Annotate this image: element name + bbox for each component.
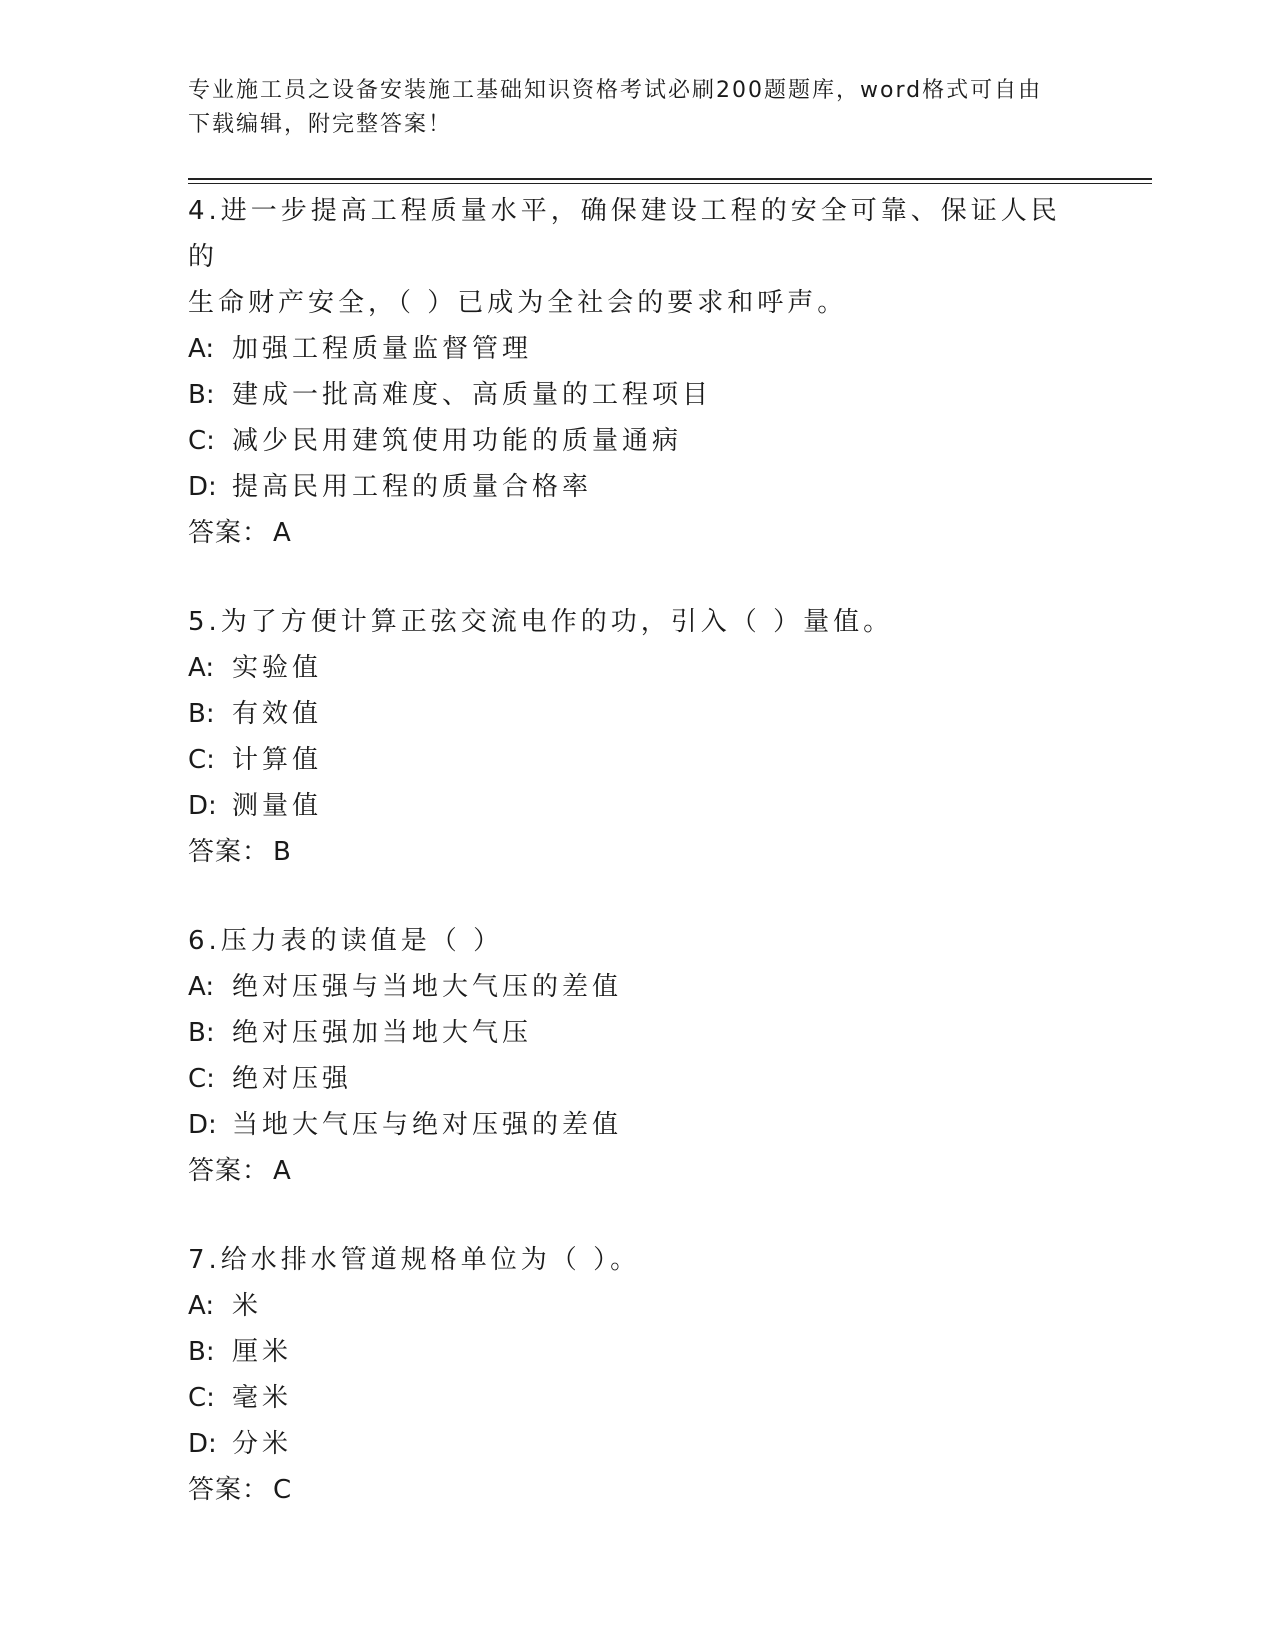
question-7 xyxy=(188,1237,1088,1513)
option-letter: A: xyxy=(188,334,215,364)
question-stem-line: 6.压力表的读值是（ ） xyxy=(188,926,504,956)
option-text: 建成一批高难度、高质量的工程项目 xyxy=(232,380,713,410)
question-stem-line: 5.为了方便计算正弦交流电作的功，引入（ ）量值。 xyxy=(188,607,894,637)
option-text: 绝对压强 xyxy=(232,1064,353,1094)
option-a xyxy=(188,326,1088,372)
option-b xyxy=(188,691,1088,737)
question-4 xyxy=(188,188,1088,556)
option-a xyxy=(188,1283,1088,1329)
option-c xyxy=(188,737,1088,783)
option-letter: C: xyxy=(188,426,215,456)
option-text: 实验值 xyxy=(232,653,323,683)
answer-label: 答案： xyxy=(188,1475,270,1505)
question-stem-line: 4.进一步提高工程质量水平，确保建设工程的安全可靠、保证人民的 xyxy=(188,196,1061,272)
option-text: 分米 xyxy=(232,1429,293,1459)
option-c xyxy=(188,1056,1088,1102)
option-text: 有效值 xyxy=(232,699,323,729)
option-text: 加强工程质量监督管理 xyxy=(232,334,533,364)
option-d xyxy=(188,783,1088,829)
option-text: 毫米 xyxy=(232,1383,293,1413)
answer-label: 答案： xyxy=(188,837,270,867)
question-6 xyxy=(188,918,1088,1194)
answer-value: C xyxy=(273,1475,293,1505)
option-letter: A: xyxy=(188,1291,215,1321)
option-b xyxy=(188,1329,1088,1375)
option-letter: B: xyxy=(188,1337,215,1367)
answer-value: A xyxy=(273,1156,292,1186)
option-letter: D: xyxy=(188,1429,217,1459)
option-text: 计算值 xyxy=(232,745,323,775)
option-text: 绝对压强与当地大气压的差值 xyxy=(232,972,623,1002)
option-letter: D: xyxy=(188,472,217,502)
option-a xyxy=(188,645,1088,691)
answer-label: 答案： xyxy=(188,1156,270,1186)
option-text: 绝对压强加当地大气压 xyxy=(232,1018,533,1048)
option-text: 厘米 xyxy=(232,1337,293,1367)
option-letter: B: xyxy=(188,699,215,729)
answer-line xyxy=(188,829,1088,875)
header-divider-thin xyxy=(188,183,1152,184)
option-a xyxy=(188,964,1088,1010)
option-letter: A: xyxy=(188,653,215,683)
option-letter: D: xyxy=(188,1110,217,1140)
option-letter: D: xyxy=(188,791,217,821)
option-letter: A: xyxy=(188,972,215,1002)
answer-line xyxy=(188,510,1088,556)
option-b xyxy=(188,1010,1088,1056)
option-letter: B: xyxy=(188,1018,215,1048)
option-letter: B: xyxy=(188,380,215,410)
answer-line xyxy=(188,1467,1088,1513)
option-text: 测量值 xyxy=(232,791,323,821)
option-letter: C: xyxy=(188,745,215,775)
answer-value: B xyxy=(273,837,292,867)
option-d xyxy=(188,1102,1088,1148)
option-b xyxy=(188,372,1088,418)
question-5 xyxy=(188,599,1088,875)
answer-line xyxy=(188,1148,1088,1194)
question-stem-line: 7.给水排水管道规格单位为（ ）。 xyxy=(188,1245,641,1275)
question-stem-line: 生命财产安全，（ ）已成为全社会的要求和呼声。 xyxy=(188,288,848,318)
header-line-1: 专业施工员之设备安装施工基础知识资格考试必刷200题题库，word格式可自由 xyxy=(188,78,1043,103)
option-d xyxy=(188,1421,1088,1467)
option-c xyxy=(188,418,1088,464)
option-c xyxy=(188,1375,1088,1421)
option-text: 提高民用工程的质量合格率 xyxy=(232,472,593,502)
document-header xyxy=(188,74,1088,142)
header-divider-thick xyxy=(188,178,1152,180)
option-text: 米 xyxy=(232,1291,263,1321)
option-text: 减少民用建筑使用功能的质量通病 xyxy=(232,426,683,456)
answer-label: 答案： xyxy=(188,518,270,548)
option-letter: C: xyxy=(188,1383,215,1413)
question-list xyxy=(188,188,1088,1556)
option-d xyxy=(188,464,1088,510)
answer-value: A xyxy=(273,518,292,548)
option-text: 当地大气压与绝对压强的差值 xyxy=(232,1110,623,1140)
option-letter: C: xyxy=(188,1064,215,1094)
header-line-2: 下载编辑，附完整答案！ xyxy=(188,112,453,137)
